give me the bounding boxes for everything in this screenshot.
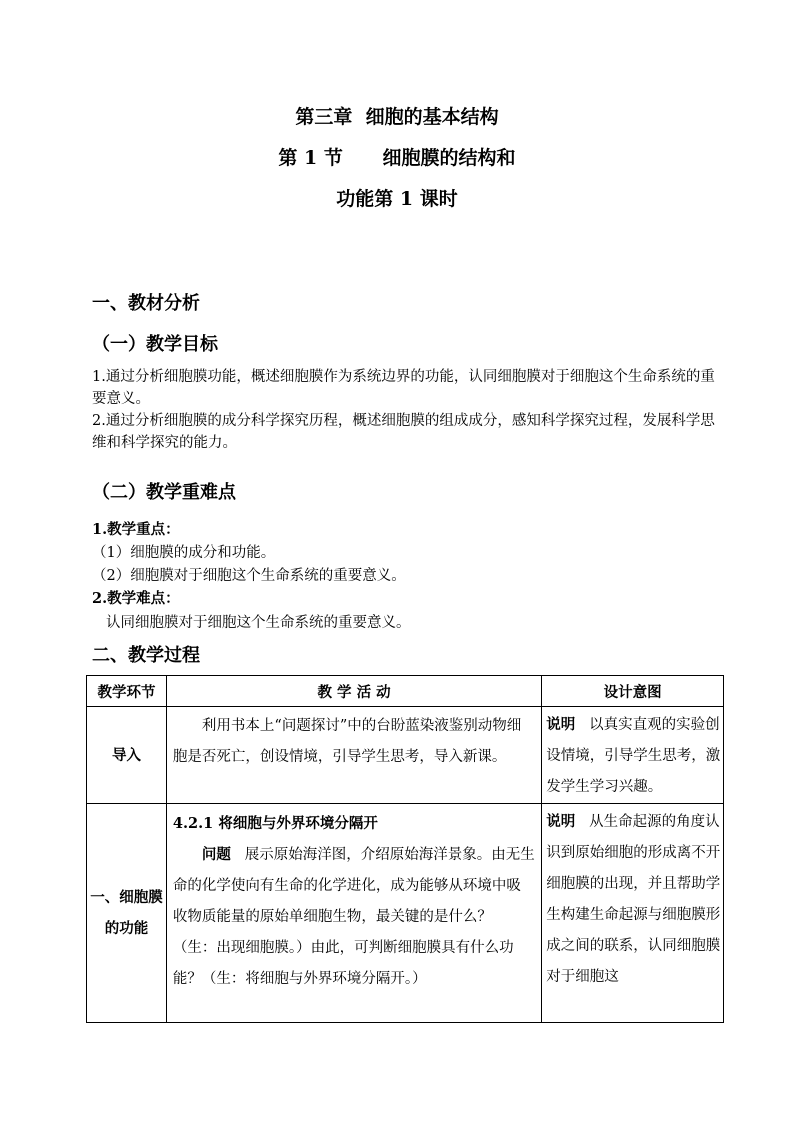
activity-text: 展示原始海洋图，介绍原始海洋景象。由无生命的化学使向有生命的化学进化，成为能够从环境中吸收物质能量的原始单细胞生物，最关键的是什么？（生：出现细胞膜。）由此，可判断细胞膜具有什么功能？（生：将细胞与外界环境分隔开。） — [172, 847, 535, 987]
table-row — [87, 707, 724, 804]
activity-subtitle: 4.2.1 将细胞与外界环境分隔开 — [172, 815, 378, 832]
lesson-title: 功能第 1 课时 — [336, 188, 458, 210]
key-points-label: 1.教学重点： — [92, 521, 180, 538]
intent-label: 说明 — [546, 813, 576, 830]
stage-cell: 一、细胞膜的功能 — [87, 804, 167, 1023]
table-header-row — [87, 676, 724, 707]
activity-text-block — [173, 839, 535, 995]
activity-label: 问题 — [201, 846, 231, 863]
heading-key-difficult-points: （二）教学重难点 — [92, 482, 236, 503]
intent-cell — [542, 707, 724, 804]
goal-item-2: 2.通过分析细胞膜的成分科学探究历程，概述细胞膜的组成成分，感知科学探究过程，发展科学思维和科学探究的能力。 — [92, 413, 715, 451]
key-point-2: （2）细胞膜对于细胞这个生命系统的重要意义。 — [92, 568, 406, 584]
table-header: 教学环节 — [87, 676, 167, 707]
chapter-title: 第三章 细胞的基本结构 — [295, 106, 499, 128]
activity-cell — [166, 707, 541, 804]
goal-item-1: 1.通过分析细胞膜功能，概述细胞膜作为系统边界的功能，认同细胞膜对于细胞这个生命系统的重要意义。 — [92, 369, 715, 407]
table-header: 教 学 活 动 — [166, 676, 541, 707]
intent-label: 说明 — [546, 716, 576, 733]
section-title: 第 1 节 细胞膜的结构和 — [278, 147, 516, 169]
activity-cell — [166, 804, 541, 1023]
heading-textbook-analysis: 一、教材分析 — [92, 293, 200, 314]
intent-text: 从生命起源的角度认识到原始细胞的形成离不开细胞膜的出现，并且帮助学生构建生命起源与细胞膜形成之间的联系，认同细胞膜对于细胞这 — [546, 814, 721, 985]
stage-cell: 导入 — [87, 707, 167, 804]
teaching-process-table — [86, 675, 724, 1023]
difficult-points-label: 2.教学难点： — [92, 590, 180, 607]
heading-teaching-goals: （一）教学目标 — [92, 334, 218, 355]
table-row — [87, 804, 724, 1023]
table-header: 设计意图 — [542, 676, 724, 707]
intent-text: 以真实直观的实验创设情境，引导学生思考，激发学生学习兴趣。 — [546, 717, 721, 795]
difficult-point-1: 认同细胞膜对于细胞这个生命系统的重要意义。 — [106, 615, 411, 631]
intent-cell — [542, 804, 724, 1023]
key-point-1: （1）细胞膜的成分和功能。 — [92, 545, 276, 561]
heading-teaching-process: 二、教学过程 — [92, 645, 200, 666]
activity-text: 利用书本上“问题探讨”中的台盼蓝染液鉴别动物细胞是否死亡，创设情境，引导学生思考，导入新课。 — [172, 718, 522, 765]
